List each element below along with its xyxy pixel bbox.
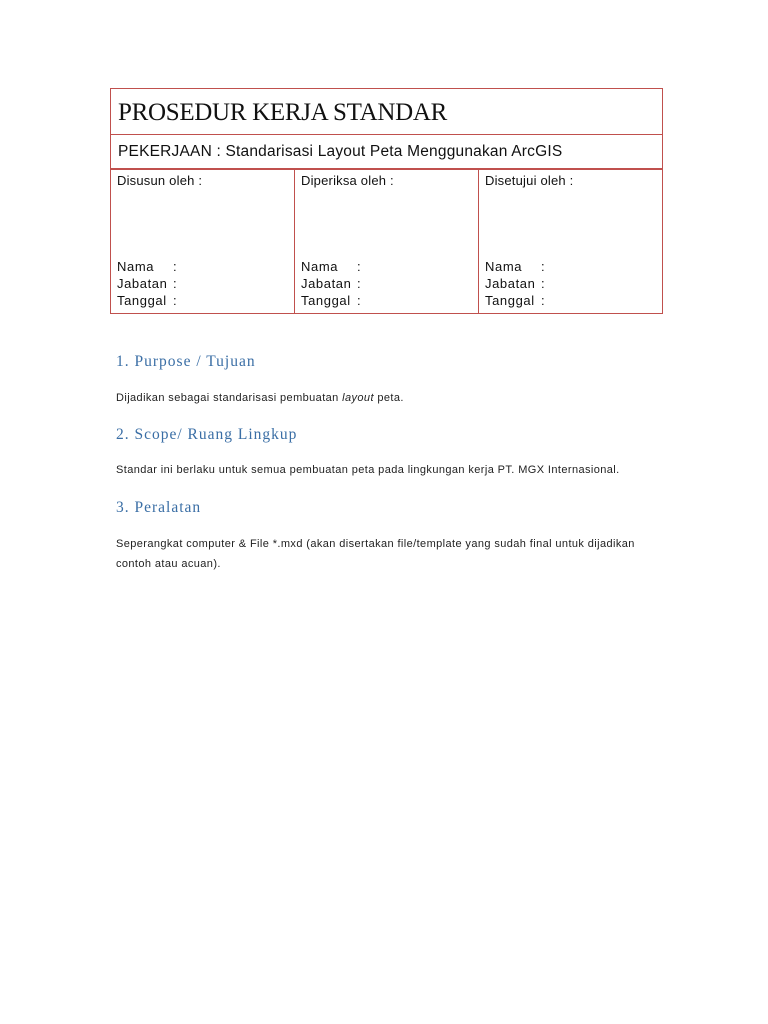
date-field: Tanggal : xyxy=(301,293,361,308)
position-field: Jabatan : xyxy=(117,276,177,291)
position-field: Jabatan : xyxy=(485,276,545,291)
section-body-equipment: Seperangkat computer & File *.mxd (akan disertakan file/template yang sudah final untuk dijadikan contoh atau acuan). xyxy=(116,538,635,570)
section-heading-scope: 2. Scope/ Ruang Lingkup xyxy=(116,426,298,443)
signature-approved-by xyxy=(479,170,662,313)
job-description: PEKERJAAN : Standarisasi Layout Peta Menggunakan ArcGIS xyxy=(111,135,662,170)
signature-row xyxy=(111,170,662,313)
signature-heading: Disusun oleh : xyxy=(117,173,203,188)
signature-prepared-by xyxy=(111,170,295,313)
name-field: Nama : xyxy=(301,259,361,274)
name-field: Nama : xyxy=(117,259,177,274)
section-body-purpose: Dijadikan sebagai standarisasi pembuatan layout peta. xyxy=(116,392,404,404)
date-field: Tanggal : xyxy=(485,293,545,308)
signature-heading: Disetujui oleh : xyxy=(485,173,574,188)
signature-fields xyxy=(117,258,177,309)
sop-header-table xyxy=(110,88,663,314)
signature-heading: Diperiksa oleh : xyxy=(301,173,394,188)
position-field: Jabatan : xyxy=(301,276,361,291)
section-body-scope: Standar ini berlaku untuk semua pembuatan peta pada lingkungan kerja PT. MGX Internasional. xyxy=(116,464,620,476)
signature-fields xyxy=(301,258,361,309)
date-field: Tanggal : xyxy=(117,293,177,308)
document-title: PROSEDUR KERJA STANDAR xyxy=(111,89,662,135)
signature-checked-by xyxy=(295,170,479,313)
signature-fields xyxy=(485,258,545,309)
section-heading-equipment: 3. Peralatan xyxy=(116,499,202,516)
section-heading-purpose: 1. Purpose / Tujuan xyxy=(116,353,256,370)
name-field: Nama : xyxy=(485,259,545,274)
